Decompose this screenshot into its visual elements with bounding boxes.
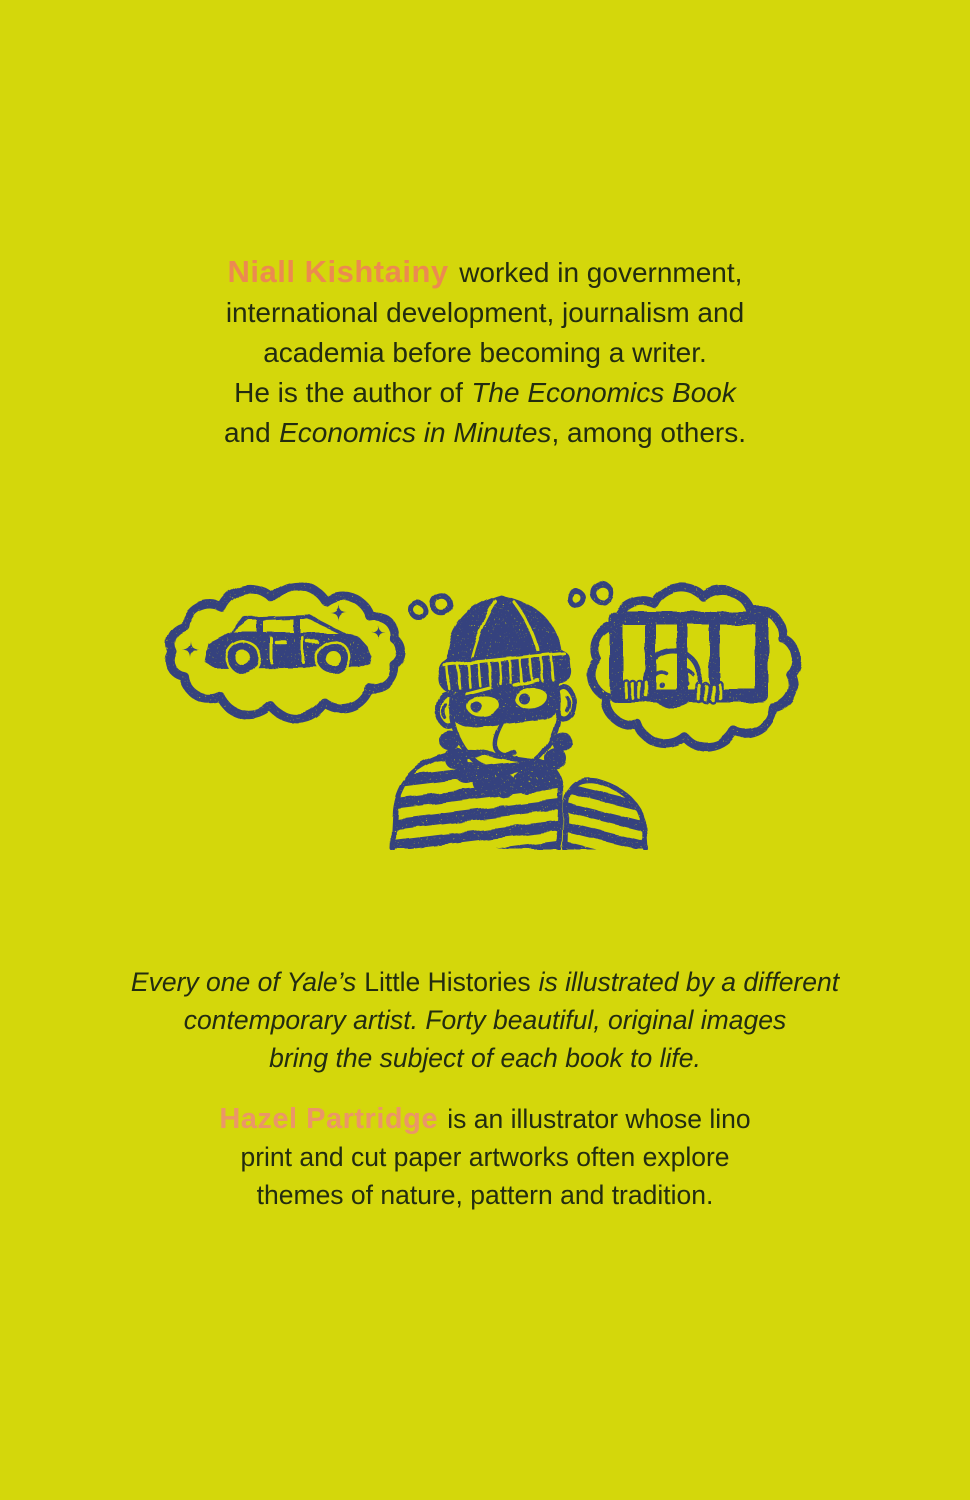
book-title: The Economics Book <box>471 377 736 408</box>
author-bio-line <box>10 373 960 413</box>
illustrator-bio-line <box>10 1100 960 1138</box>
book-title: Economics in Minutes <box>279 417 552 448</box>
author-bio-text: and <box>223 417 271 448</box>
beanie-icon <box>438 595 572 694</box>
author-bio-line: international development, journalism and <box>225 297 745 328</box>
series-note-text: is illustrated by a different <box>538 967 840 997</box>
series-name: Little Histories <box>364 967 531 997</box>
author-bio-text: worked in government, <box>459 257 743 288</box>
illustrator-bio-text: is an illustrator whose lino <box>447 1104 751 1134</box>
series-note-line: bring the subject of each book to life. <box>269 1043 701 1073</box>
author-name: Niall Kishtainy <box>227 254 449 289</box>
series-note-text: Every one of Yale’s <box>130 967 357 997</box>
thought-bubble-car <box>170 586 402 719</box>
thought-bubble-jail <box>592 587 797 747</box>
jail-window-icon <box>616 616 762 705</box>
series-note-line: contemporary artist. Forty beautiful, original images <box>183 1005 787 1035</box>
illustrator-bio <box>10 1100 960 1214</box>
author-bio-text: , among others. <box>551 417 746 448</box>
author-bio <box>10 252 960 453</box>
burglar-illustration-svg <box>145 570 825 850</box>
author-bio-text: He is the author of <box>234 377 463 408</box>
illustrator-bio-line: themes of nature, pattern and tradition. <box>256 1180 714 1210</box>
author-bio-line <box>10 252 960 293</box>
series-note <box>10 963 960 1077</box>
burglar-illustration <box>145 570 825 850</box>
illustrator-name: Hazel Partridge <box>219 1103 438 1135</box>
car-icon <box>205 615 371 676</box>
author-bio-line <box>10 413 960 453</box>
series-note-line <box>10 963 960 1001</box>
author-bio-line: academia before becoming a writer. <box>263 337 707 368</box>
illustrator-bio-line: print and cut paper artworks often explore <box>240 1142 730 1172</box>
